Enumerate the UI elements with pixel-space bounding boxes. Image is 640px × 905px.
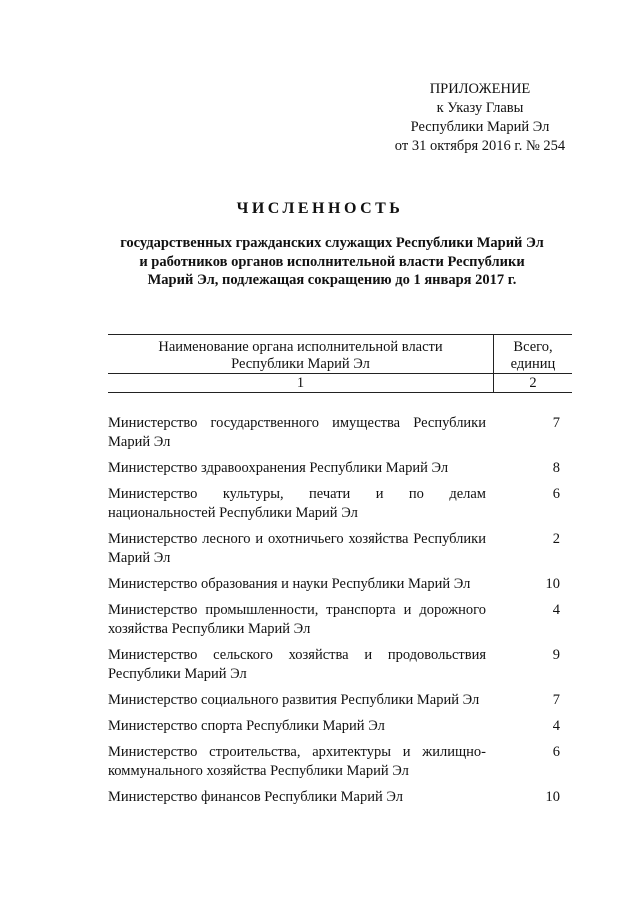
table-row [108,691,572,710]
subtitle-line-3: Марий Эл, подлежащая сокращению до 1 января 2017 г. [147,272,517,288]
table-row [108,414,572,452]
header-name-column [108,339,493,373]
row-name: Министерство культуры, печати и по делам национальностей Республики Марий Эл [108,486,486,521]
subtitle-line-1: государственных гражданских служащих Республики Марий Эл [120,235,544,251]
header-total-line-1: Всего, [513,339,553,355]
row-count: 6 [552,744,560,760]
row-count: 2 [552,531,560,547]
table-row [108,743,572,781]
row-name: Министерство лесного и охотничьего хозяйства Республики Марий Эл [108,531,486,566]
header-number-rule [108,373,572,374]
header-column-number-1: 1 [296,375,305,391]
row-name: Министерство образования и науки Республики Марий Эл [108,576,471,592]
table-row [108,788,572,807]
row-count: 10 [545,576,560,592]
appendix-date: от 31 октября 2016 г. № 254 [394,138,566,154]
header-name-line-2: Республики Марий Эл [231,356,370,372]
row-count: 4 [552,718,560,734]
row-name: Министерство государственного имущества Республики Марий Эл [108,415,486,450]
subtitle-line-2: и работников органов исполнительной власти Республики [139,253,525,270]
row-count: 4 [552,602,560,618]
row-count: 7 [552,415,560,431]
appendix-label: ПРИЛОЖЕНИЕ [429,81,531,97]
table-row [108,646,572,684]
row-name: Министерство здравоохранения Республики Марий Эл [108,460,449,476]
row-name: Министерство социального развития Республики Марий Эл [108,692,480,708]
row-count: 6 [552,486,560,502]
table-row [108,575,572,594]
row-name: Министерство сельского хозяйства и продовольствия Республики Марий Эл [108,647,486,682]
document-title: ЧИСЛЕННОСТЬ [236,200,404,217]
row-name: Министерство промышленности, транспорта и дорожного хозяйства Республики Марий Эл [108,602,486,637]
document-subtitle [108,234,556,290]
table-row [108,459,572,478]
table-body [108,414,572,814]
table-row [108,530,572,568]
row-name: Министерство строительства, архитектуры и жилищно-коммунального хозяйства Республики Марий Эл [108,744,486,779]
row-name: Министерство финансов Республики Марий Эл [108,789,403,805]
table-row [108,485,572,523]
header-total-column [494,339,572,373]
table-header [108,334,572,393]
appendix-decree: к Указу Главы [436,100,524,116]
table-row [108,717,572,736]
row-count: 8 [552,460,560,476]
row-count: 10 [545,789,560,805]
table-row [108,601,572,639]
header-name-line-1: Наименование органа исполнительной власти [158,339,443,355]
row-count: 7 [552,692,560,708]
appendix-block [380,80,580,156]
row-count: 9 [552,647,560,663]
appendix-republic: Республики Марий Эл [410,119,550,135]
row-name: Министерство спорта Республики Марий Эл [108,718,385,734]
header-column-number-2: 2 [529,375,537,391]
header-total-line-2: единиц [510,356,556,372]
